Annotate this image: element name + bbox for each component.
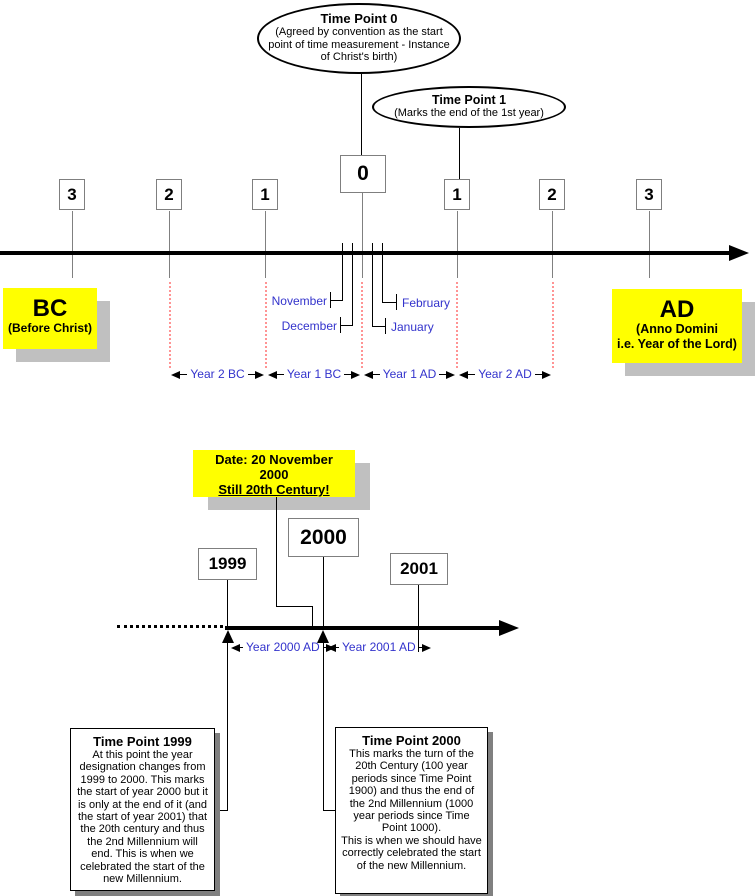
january-leader-bar [385,318,386,334]
time-point-1999-box [70,728,215,891]
date-line1: Date: 20 November [215,452,333,467]
tick-box-0 [340,155,386,193]
tp1999-connector-vertical [227,632,228,810]
november-leader-horizontal [331,300,343,301]
left-arrowhead-icon [231,644,240,652]
tick-label-bc2: 2 [164,184,174,204]
ad-title: AD [659,296,695,323]
dropline-0 [361,282,363,368]
year-box-2000 [288,518,359,557]
tp2000-body2: This is when we should have correctly celebrated the start of the new Millennium. [341,834,482,872]
left-arrowhead-icon [459,371,468,379]
time-point-1-callout [372,86,566,128]
tick-box-ad2 [539,179,565,210]
right-arrowhead-icon [255,371,264,379]
december-leader-horizontal [341,325,353,326]
date-connector-horizontal [276,606,313,607]
november-leader-vertical [342,255,343,300]
bc-title: BC [32,295,68,322]
right-arrowhead-icon [542,371,551,379]
date-line2: 2000 [259,467,289,482]
span-label: Year 1 BC [286,367,342,381]
span-label: Year 2000 AD [246,640,320,654]
year-label-2001: 2001 [400,559,438,578]
time-point-2000-box [335,727,488,894]
tick-box-ad1 [444,179,470,210]
span-year-1-ad [364,368,455,381]
tick-stem-bc2 [169,211,170,278]
bottom-timeline-axis [225,626,501,630]
november-label: November [271,294,327,308]
tick-box-ad3 [636,179,662,210]
december-leader-vertical [352,255,353,325]
span-year-2001-ad [327,641,416,654]
tp2000-body1: This marks the turn of the 20th Century (100 year periods since Time Point 1900) and thus the end of the 2nd Millennium (1000 year periods since Time Point 1000). [348,748,475,835]
span-label: Year 1 AD [382,367,437,381]
tick-stem-0 [362,192,363,278]
stem-1999 [227,579,228,629]
tick-label-0: 0 [357,162,369,185]
span-year-2000-ad [231,641,320,654]
february-leader-bar [396,294,397,310]
tp2000-connector-vertical [323,643,324,810]
tp1999-body: At this point the year designation changes from 1999 to 2000. This marks the start of year 2000 but it is only at the end of it (and the start of year 2001) that the 20th century and thus the 2nd Millennium will end. This is when we celebrated the start of the new Millennium. [77,749,208,886]
tick-box-bc2 [156,179,182,210]
dropline-ad1 [456,282,458,368]
time-point-0-title: Time Point 0 [320,11,398,26]
bottom-timeline-dotted [117,625,223,628]
time-point-1-body: (Marks the end of the 1st year) [394,107,544,119]
date-callout-box [193,450,355,497]
date-line3: Still 20th Century! [218,482,330,497]
tick-label-bc1: 1 [260,184,270,204]
tick-label-ad2: 2 [547,184,557,204]
callout-0-stem [361,74,362,155]
ad-subtitle-line1: (Anno Domini [636,322,718,336]
left-arrowhead-icon [327,644,336,652]
time-point-1-title: Time Point 1 [431,93,507,107]
december-leader-bar [340,317,341,333]
left-arrowhead-icon [171,371,180,379]
tp1999-connector-horizontal [215,810,228,811]
ad-subtitle-line2: i.e. Year of the Lord) [617,337,737,351]
span-year-2-ad [459,368,551,381]
bc-box [3,288,97,349]
span-label: Year 2 BC [190,367,245,381]
tick-stem-bc3 [72,211,73,278]
stem-2000 [323,556,324,629]
left-arrowhead-icon [364,371,373,379]
december-label: December [281,319,337,333]
left-arrowhead-icon [268,371,277,379]
right-arrowhead-icon [446,371,455,379]
tick-stem-bc1 [265,211,266,278]
year-box-1999 [198,548,257,580]
time-point-0-callout [257,3,461,74]
january-leader-horizontal [372,326,385,327]
february-label: February [402,296,451,310]
february-leader-horizontal [382,302,396,303]
tick-stem-ad3 [649,211,650,278]
time-point-0-body: (Agreed by convention as the start point of time measurement - Instance of Christ's birth) [268,26,450,63]
january-leader-vertical [372,255,373,326]
tp1999-title: Time Point 1999 [93,734,192,749]
span-year-2-bc [171,368,264,381]
ad-box [612,289,742,363]
top-timeline-arrowhead-icon [729,245,749,261]
span-label: Year 2001 AD [342,640,416,654]
dropline-bc2 [169,282,171,368]
bottom-timeline-arrowhead-icon [499,620,519,636]
date-connector-vertical [276,497,277,607]
tp2000-title: Time Point 2000 [362,733,461,748]
february-leader-vertical [382,255,383,302]
tick-label-bc3: 3 [67,184,77,204]
year-box-2001 [390,553,448,585]
year-label-2000: 2000 [300,525,347,549]
dropline-ad2 [552,282,554,368]
span-label: Year 2 AD [478,367,532,381]
right-arrowhead-icon [422,644,431,652]
date-connector-drop [312,606,313,628]
dropline-bc1 [265,282,267,368]
tick-label-ad1: 1 [452,184,462,204]
tick-stem-ad1 [457,211,458,278]
tick-label-ad3: 3 [644,184,654,204]
bc-subtitle: (Before Christ) [7,321,92,335]
span-year-1-bc [268,368,360,381]
callout-1-stem [459,128,460,179]
tick-box-bc3 [59,179,85,210]
right-arrowhead-icon [351,371,360,379]
year-label-1999: 1999 [208,554,247,573]
tick-stem-ad2 [552,211,553,278]
january-label: January [391,320,434,334]
top-timeline-axis [0,251,731,255]
tick-box-bc1 [252,179,278,210]
november-leader-bar [330,292,331,308]
